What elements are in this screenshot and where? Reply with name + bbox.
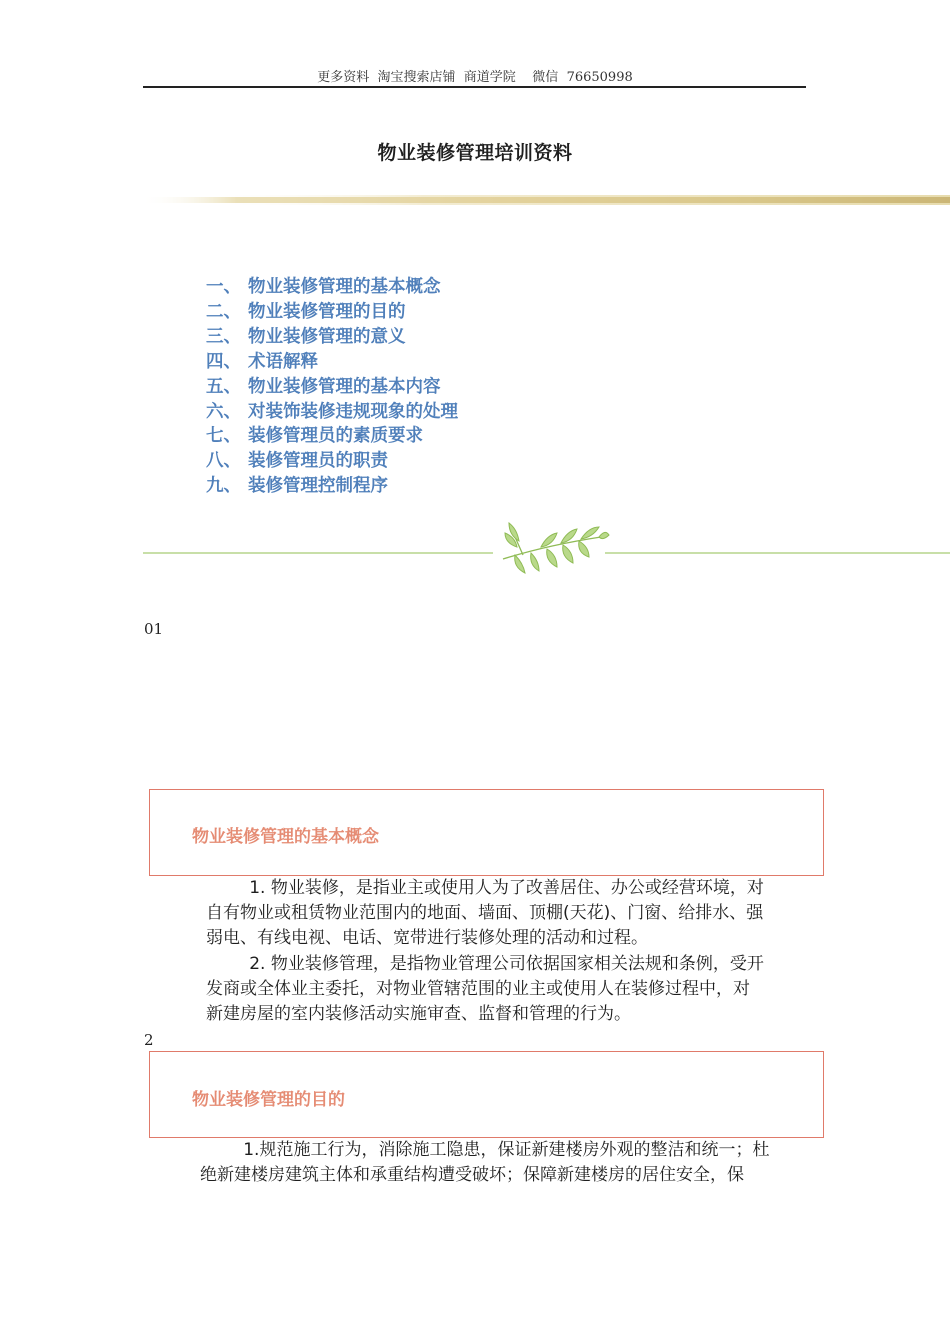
leaf-vine-divider-icon [143, 515, 950, 590]
section-heading-box [149, 1051, 824, 1138]
document-title: 物业装修管理培训资料 [377, 142, 573, 164]
toc-item: 四、 术语解释 [206, 351, 318, 372]
section-body [200, 1138, 800, 1188]
section-title: 物业装修管理的基本概念 [192, 827, 379, 847]
table-of-contents [206, 275, 458, 499]
body-line: 1. 物业装修，是指业主或使用人为了改善居住、办公或经营环境，对 [206, 878, 764, 898]
body-line: 1.规范施工行为，消除施工隐患，保证新建楼房外观的整洁和统一；杜 [200, 1140, 770, 1160]
toc-item: 一、 物业装修管理的基本概念 [206, 277, 441, 297]
body-line: 发商或全体业主委托，对物业管辖范围的业主或使用人在装修过程中，对 [206, 978, 750, 999]
section-heading-box [149, 789, 824, 876]
toc-item: 三、 物业装修管理的意义 [206, 326, 406, 347]
toc-item: 五、 物业装修管理的基本内容 [206, 376, 441, 397]
body-line: 弱电、有线电视、电话、宽带进行装修处理的活动和过程。 [206, 928, 648, 949]
body-line: 新建房屋的室内装修活动实施审查、监督和管理的行为。 [206, 1004, 631, 1025]
toc-item: 六、 对装饰装修违规现象的处理 [206, 401, 458, 422]
gold-divider-band [140, 194, 950, 206]
body-line: 绝新建楼房建筑主体和承重结构遭受破坏；保障新建楼房的居住安全，保 [200, 1165, 744, 1186]
section-title: 物业装修管理的目的 [192, 1090, 345, 1110]
toc-item: 二、 物业装修管理的目的 [206, 301, 406, 322]
body-line: 2. 物业装修管理，是指物业管理公司依据国家相关法规和条例，受开 [206, 953, 764, 974]
toc-item: 八、 装修管理员的职责 [206, 451, 388, 472]
toc-item: 七、 装修管理员的素质要求 [206, 426, 423, 447]
body-line: 自有物业或租赁物业范围内的地面、墙面、顶棚(天花)、门窗、给排水、强 [206, 903, 764, 924]
page-number: 2 [144, 1031, 154, 1049]
toc-item: 九、 装修管理控制程序 [206, 476, 388, 497]
header-rule [143, 86, 806, 88]
page-header-text: 更多资料 淘宝搜索店铺 商道学院 微信 76650998 [317, 70, 633, 85]
page-number: 01 [144, 620, 164, 638]
section-body [206, 876, 806, 1027]
